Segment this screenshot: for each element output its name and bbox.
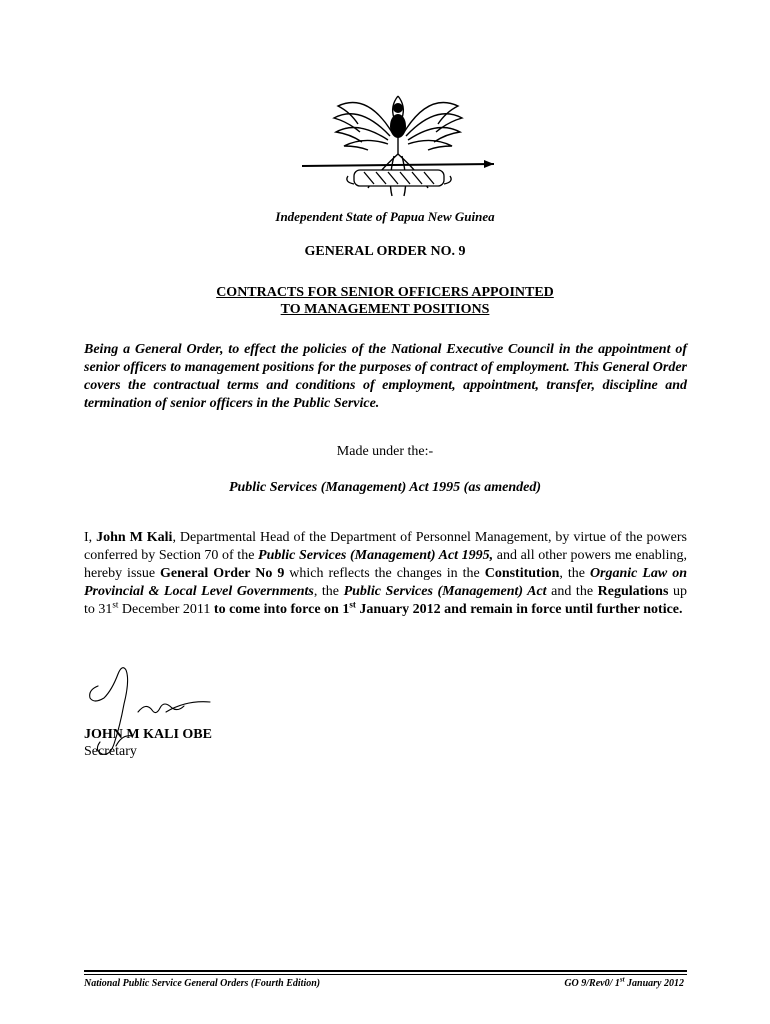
body-bold-italic: Public Services (Management) Act 1995, bbox=[258, 548, 494, 563]
bird-of-paradise-emblem bbox=[298, 84, 498, 206]
footer-revision bbox=[564, 975, 684, 989]
footer-divider bbox=[84, 970, 687, 972]
body-bold: General Order No 9 bbox=[160, 566, 285, 581]
body-bold-italic: Organic Law on Provincial & Local Level Governments bbox=[84, 566, 687, 599]
body-text: , the bbox=[559, 566, 590, 581]
body-text: I, bbox=[84, 530, 97, 545]
order-number: GENERAL ORDER NO. 9 bbox=[304, 244, 466, 259]
body-bold-italic: Public Services (Management) Act bbox=[343, 584, 547, 599]
preamble-paragraph: Being a General Order, to effect the policies of the National Executive Council in the appointment of senior officers to management positions for the purposes of contract of employment. This General Order covers the contractual terms and conditions of employment, appointment, transfer, discipline and termination of senior officers in the Public Service. bbox=[84, 342, 687, 411]
body-text: which reflects the changes in the bbox=[284, 566, 485, 581]
body-text: , Departmental Head of the Department of Personnel Management, by virtue of the powers conferred by Section 70 of the bbox=[84, 530, 687, 563]
body-text: December 2011 bbox=[118, 602, 214, 617]
footer-divider bbox=[84, 974, 687, 975]
body-bold: John M Kali bbox=[96, 530, 173, 545]
ordinal-suffix: st bbox=[619, 975, 625, 984]
body-bold: Regulations bbox=[597, 584, 669, 599]
body-text: and the bbox=[546, 584, 598, 599]
footer-publication: National Public Service General Orders (Fourth Edition) bbox=[84, 978, 321, 989]
title-line-1: CONTRACTS FOR SENIOR OFFICERS APPOINTED bbox=[216, 285, 554, 300]
body-text: and all other powers me enabling, hereby issue bbox=[84, 548, 688, 581]
footer-revision-text: GO 9/Rev0/ 1 bbox=[564, 978, 620, 989]
body-text: up to 31 bbox=[84, 584, 687, 617]
signer-title: Secretary bbox=[84, 744, 137, 759]
signer-name: JOHN M KALI OBE bbox=[84, 727, 212, 742]
footer-revision-date: January 2012 bbox=[624, 978, 684, 989]
body-paragraph bbox=[84, 529, 687, 619]
body-text: , the bbox=[313, 584, 344, 599]
body-bold: to come into force on 1 bbox=[213, 602, 350, 617]
body-bold: Constitution bbox=[484, 566, 560, 581]
page-title bbox=[0, 284, 770, 318]
act-name: Public Services (Management) Act 1995 (as amended) bbox=[228, 480, 542, 495]
body-bold: January 2012 and remain in force until further notice. bbox=[355, 602, 683, 617]
ordinal-suffix: st bbox=[112, 599, 119, 610]
made-under-label: Made under the:- bbox=[336, 444, 434, 459]
ordinal-suffix: st bbox=[349, 599, 356, 610]
title-line-2: TO MANAGEMENT POSITIONS bbox=[280, 302, 490, 317]
state-name: Independent State of Papua New Guinea bbox=[275, 209, 495, 224]
